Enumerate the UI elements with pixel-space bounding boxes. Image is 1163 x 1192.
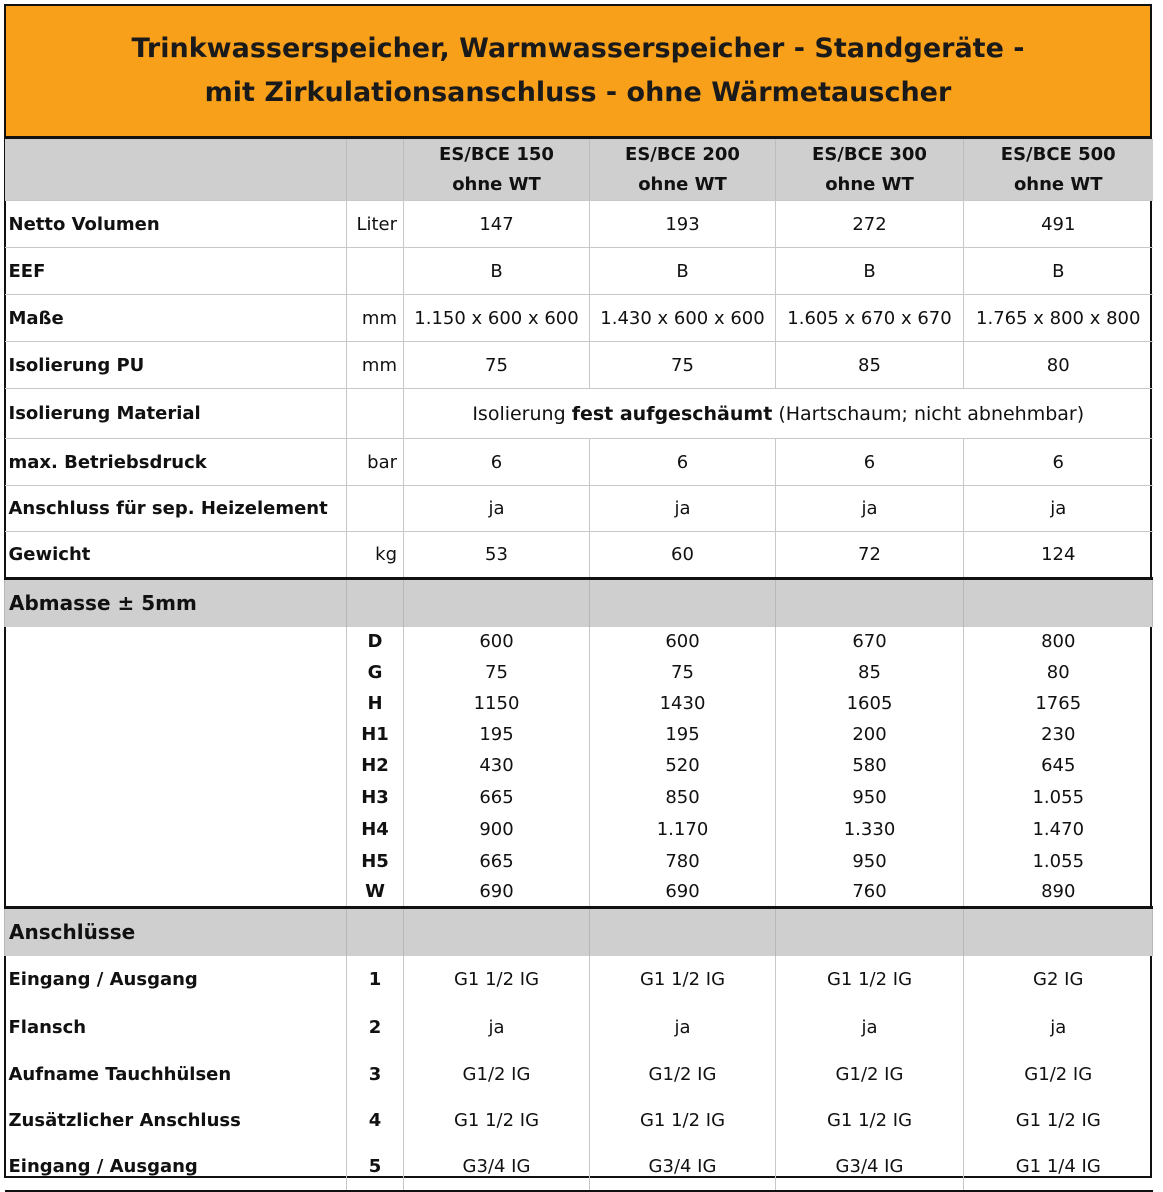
cell: G1 1/2 IG — [590, 1098, 776, 1144]
cell: G1 1/2 IG — [404, 956, 590, 1004]
row-label: Maße — [5, 295, 347, 342]
row-label: Flansch — [5, 1004, 347, 1051]
cell: 230 — [964, 719, 1153, 750]
spec-row — [5, 342, 1153, 389]
empty-cell — [5, 750, 347, 782]
dimension-row — [5, 814, 1153, 846]
cell: 665 — [404, 782, 590, 814]
empty-cell — [5, 688, 347, 719]
cell: B — [776, 248, 964, 295]
cell: 580 — [776, 750, 964, 782]
cell: 75 — [590, 342, 776, 389]
dimension-symbol: H5 — [347, 846, 404, 878]
cell: 690 — [590, 878, 776, 908]
dimension-symbol: G — [347, 657, 404, 688]
connection-row — [5, 1004, 1153, 1051]
dimension-symbol: H2 — [347, 750, 404, 782]
cell: 195 — [404, 719, 590, 750]
cell: 72 — [776, 532, 964, 579]
connection-number: 1 — [347, 956, 404, 1004]
dimension-symbol: H — [347, 688, 404, 719]
insulation-row — [5, 389, 1153, 439]
empty-cell — [5, 627, 347, 657]
cell: 1605 — [776, 688, 964, 719]
cell: G2 IG — [964, 956, 1153, 1004]
section-cell — [404, 908, 590, 956]
cell: 1.150 x 600 x 600 — [404, 295, 590, 342]
cell: 80 — [964, 342, 1153, 389]
header-empty — [5, 140, 347, 201]
cell: G1/2 IG — [404, 1051, 590, 1098]
section-cell — [404, 579, 590, 627]
row-label: Isolierung PU — [5, 342, 347, 389]
cell: 1.330 — [776, 814, 964, 846]
model-header: ES/BCE 150 ohne WT — [404, 140, 590, 201]
dimension-row — [5, 627, 1153, 657]
row-label: Aufname Tauchhülsen — [5, 1051, 347, 1098]
section-cell — [964, 908, 1153, 956]
row-label: Anschluss für sep. Heizelement — [5, 486, 347, 532]
model-header: ES/BCE 500 ohne WT — [964, 140, 1153, 201]
dimension-symbol: D — [347, 627, 404, 657]
cell: G1 1/2 IG — [776, 1098, 964, 1144]
cell: 670 — [776, 627, 964, 657]
row-unit — [347, 248, 404, 295]
dimension-row — [5, 657, 1153, 688]
cell: G1 1/2 IG — [776, 956, 964, 1004]
dimension-row — [5, 878, 1153, 908]
cell: ja — [404, 486, 590, 532]
cell: G1 1/4 IG — [964, 1144, 1153, 1191]
cell: ja — [590, 1004, 776, 1051]
cell: 1.055 — [964, 846, 1153, 878]
connection-number: 4 — [347, 1098, 404, 1144]
row-unit: kg — [347, 532, 404, 579]
cell: 900 — [404, 814, 590, 846]
spec-row — [5, 201, 1153, 248]
cell: 1765 — [964, 688, 1153, 719]
section-cell — [590, 908, 776, 956]
cell: 53 — [404, 532, 590, 579]
dimension-row — [5, 782, 1153, 814]
dimensions-section-header — [5, 579, 1153, 627]
cell: G1/2 IG — [590, 1051, 776, 1098]
row-label: Gewicht — [5, 532, 347, 579]
connection-row — [5, 1051, 1153, 1098]
cell: 6 — [590, 439, 776, 486]
empty-cell — [5, 657, 347, 688]
cell: 75 — [404, 657, 590, 688]
header-row — [5, 140, 1153, 201]
section-cell — [590, 579, 776, 627]
spec-row — [5, 532, 1153, 579]
empty-cell — [5, 782, 347, 814]
model-header: ES/BCE 200 ohne WT — [590, 140, 776, 201]
dimension-symbol: W — [347, 878, 404, 908]
cell: 1.430 x 600 x 600 — [590, 295, 776, 342]
spec-row — [5, 439, 1153, 486]
cell: ja — [776, 1004, 964, 1051]
model-header: ES/BCE 300 ohne WT — [776, 140, 964, 201]
cell: 60 — [590, 532, 776, 579]
cell: 85 — [776, 657, 964, 688]
row-label: EEF — [5, 248, 347, 295]
cell: 147 — [404, 201, 590, 248]
section-title: Abmasse ± 5mm — [5, 579, 347, 627]
cell: B — [964, 248, 1153, 295]
connection-number: 3 — [347, 1051, 404, 1098]
cell: 950 — [776, 846, 964, 878]
cell: ja — [404, 1004, 590, 1051]
cell: 6 — [776, 439, 964, 486]
cell: 800 — [964, 627, 1153, 657]
connection-row — [5, 1144, 1153, 1191]
cell: 645 — [964, 750, 1153, 782]
row-unit: mm — [347, 295, 404, 342]
cell: 665 — [404, 846, 590, 878]
cell: 780 — [590, 846, 776, 878]
connection-row — [5, 956, 1153, 1004]
cell: G1/2 IG — [964, 1051, 1153, 1098]
cell: 1.055 — [964, 782, 1153, 814]
row-label: Netto Volumen — [5, 201, 347, 248]
cell: 6 — [404, 439, 590, 486]
empty-cell — [5, 878, 347, 908]
dimension-row — [5, 719, 1153, 750]
cell: ja — [964, 1004, 1153, 1051]
section-title: Anschlüsse — [5, 908, 347, 956]
cell: 760 — [776, 878, 964, 908]
empty-cell — [5, 719, 347, 750]
connection-row — [5, 1098, 1153, 1144]
cell: 950 — [776, 782, 964, 814]
cell: 200 — [776, 719, 964, 750]
cell: 193 — [590, 201, 776, 248]
dimension-symbol: H1 — [347, 719, 404, 750]
row-unit: bar — [347, 439, 404, 486]
empty-cell — [5, 814, 347, 846]
cell: G1/2 IG — [776, 1051, 964, 1098]
cell: 520 — [590, 750, 776, 782]
row-unit: Liter — [347, 201, 404, 248]
dimension-symbol: H3 — [347, 782, 404, 814]
spec-row — [5, 248, 1153, 295]
dimension-row — [5, 688, 1153, 719]
row-label: Eingang / Ausgang — [5, 956, 347, 1004]
cell: 491 — [964, 201, 1153, 248]
cell: 1.470 — [964, 814, 1153, 846]
row-label: Eingang / Ausgang — [5, 1144, 347, 1191]
cell: 195 — [590, 719, 776, 750]
cell: 1.605 x 670 x 670 — [776, 295, 964, 342]
cell: 600 — [404, 627, 590, 657]
cell: 430 — [404, 750, 590, 782]
connection-number: 2 — [347, 1004, 404, 1051]
dimension-row — [5, 846, 1153, 878]
cell: G1 1/2 IG — [404, 1098, 590, 1144]
spec-table — [4, 139, 1153, 1192]
cell: G3/4 IG — [776, 1144, 964, 1191]
cell: G1 1/2 IG — [964, 1098, 1153, 1144]
cell: 1.170 — [590, 814, 776, 846]
header-unit — [347, 140, 404, 201]
cell: ja — [776, 486, 964, 532]
spec-row — [5, 486, 1153, 532]
cell: 600 — [590, 627, 776, 657]
cell: G3/4 IG — [404, 1144, 590, 1191]
cell: 890 — [964, 878, 1153, 908]
cell: 75 — [404, 342, 590, 389]
connections-section-header — [5, 908, 1153, 956]
cell: 272 — [776, 201, 964, 248]
cell: G1 1/2 IG — [590, 956, 776, 1004]
title-line-1: Trinkwasserspeicher, Warmwasserspeicher - Standgeräte - — [131, 33, 1025, 64]
row-unit — [347, 486, 404, 532]
section-cell — [776, 579, 964, 627]
row-unit: mm — [347, 342, 404, 389]
cell: 690 — [404, 878, 590, 908]
row-unit — [347, 389, 404, 439]
empty-cell — [5, 846, 347, 878]
title-line-2: mit Zirkulationsanschluss - ohne Wärmetauscher — [204, 77, 952, 108]
cell: B — [404, 248, 590, 295]
cell: 1.765 x 800 x 800 — [964, 295, 1153, 342]
section-cell — [347, 579, 404, 627]
cell: 75 — [590, 657, 776, 688]
dimension-row — [5, 750, 1153, 782]
cell: G3/4 IG — [590, 1144, 776, 1191]
row-label: Zusätzlicher Anschluss — [5, 1098, 347, 1144]
cell: 850 — [590, 782, 776, 814]
cell: 1430 — [590, 688, 776, 719]
connection-number: 5 — [347, 1144, 404, 1191]
cell: ja — [590, 486, 776, 532]
dimension-symbol: H4 — [347, 814, 404, 846]
cell: 1150 — [404, 688, 590, 719]
cell: 85 — [776, 342, 964, 389]
cell: B — [590, 248, 776, 295]
cell: 124 — [964, 532, 1153, 579]
section-cell — [776, 908, 964, 956]
cell: 6 — [964, 439, 1153, 486]
section-cell — [964, 579, 1153, 627]
section-cell — [347, 908, 404, 956]
row-label: max. Betriebsdruck — [5, 439, 347, 486]
spec-row — [5, 295, 1153, 342]
insulation-text: Isolierung fest aufgeschäumt (Hartschaum; nicht abnehmbar) — [404, 389, 1153, 439]
cell: ja — [964, 486, 1153, 532]
cell: 80 — [964, 657, 1153, 688]
row-label: Isolierung Material — [5, 389, 347, 439]
